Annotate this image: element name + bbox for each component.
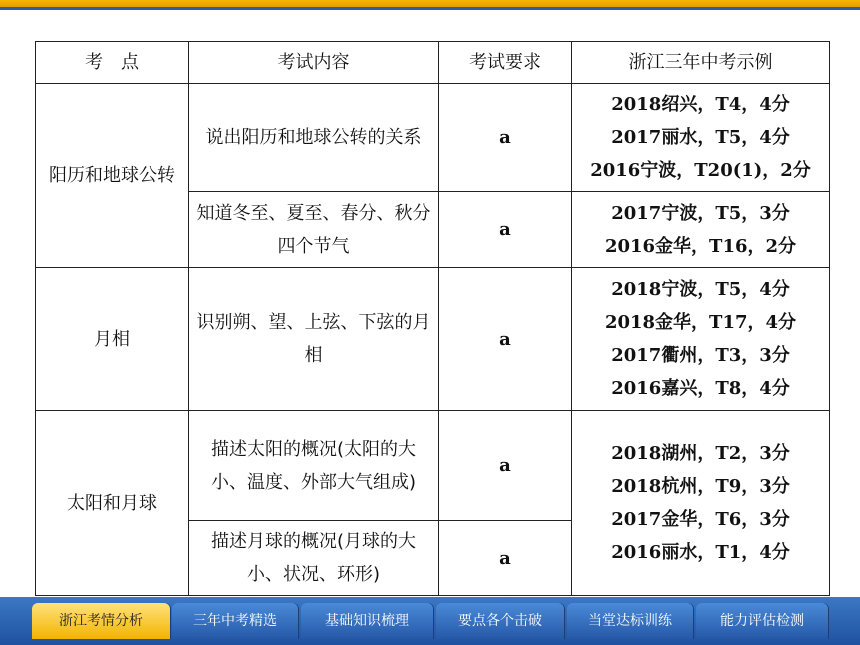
top-accent-line xyxy=(0,7,860,10)
example-line: 2017衢州，T3，3分 xyxy=(611,345,790,366)
top-accent-bar xyxy=(0,0,860,7)
requirement-cell: a xyxy=(439,521,572,596)
example-line: 2016金华，T16，2分 xyxy=(604,235,797,257)
example-line: 2016丽水，T1，4分 xyxy=(611,542,790,563)
table-header-row xyxy=(36,42,830,84)
content-cell: 识别朔、望、上弦、下弦的月相 xyxy=(189,268,439,411)
content-cell: 描述太阳的概况(太阳的大小、温度、外部大气组成) xyxy=(189,411,439,521)
header-examples: 浙江三年中考示例 xyxy=(572,42,830,84)
table-row xyxy=(36,84,830,192)
examples-cell xyxy=(572,268,830,411)
example-line: 2018金华，T17，4分 xyxy=(604,312,797,333)
content-cell: 描述月球的概况(月球的大小、状况、环形) xyxy=(189,521,439,596)
example-line: 2017丽水，T5，4分 xyxy=(611,127,790,148)
point-cell: 月相 xyxy=(36,268,189,411)
nav-tab-class-training[interactable]: 当堂达标训练 xyxy=(567,603,693,639)
requirement-cell: a xyxy=(439,192,572,268)
requirement-cell: a xyxy=(439,411,572,521)
requirement-cell: a xyxy=(439,84,572,192)
nav-tab-key-points[interactable]: 要点各个击破 xyxy=(436,603,564,639)
header-point: 考 点 xyxy=(36,42,189,84)
examples-cell xyxy=(572,84,830,192)
example-line: 2018湖州，T2，3分 xyxy=(611,443,790,464)
point-cell: 太阳和月球 xyxy=(36,411,189,596)
example-line: 2016嘉兴，T8，4分 xyxy=(611,378,790,399)
requirement-cell: a xyxy=(439,268,572,411)
examples-cell xyxy=(572,192,830,268)
header-content: 考试内容 xyxy=(189,42,439,84)
example-line: 2017金华，T6，3分 xyxy=(611,509,790,530)
nav-tab-ability-assessment[interactable]: 能力评估检测 xyxy=(696,603,828,639)
nav-tab-zhejiang-analysis[interactable]: 浙江考情分析 xyxy=(32,603,170,639)
content-cell: 知道冬至、夏至、春分、秋分四个节气 xyxy=(189,192,439,268)
table-row xyxy=(36,268,830,411)
nav-tab-three-year-selection[interactable]: 三年中考精选 xyxy=(172,603,298,639)
nav-tab-basic-knowledge[interactable]: 基础知识梳理 xyxy=(301,603,433,639)
example-line: 2016宁波，T20(1)，2分 xyxy=(590,160,811,181)
point-cell: 阳历和地球公转 xyxy=(36,84,189,268)
example-line: 2017宁波，T5，3分 xyxy=(611,202,790,224)
example-line: 2018杭州，T9，3分 xyxy=(611,476,790,497)
examples-cell xyxy=(572,411,830,596)
exam-points-table xyxy=(35,41,830,596)
table-row xyxy=(36,411,830,521)
example-line: 2018绍兴，T4，4分 xyxy=(611,94,790,115)
header-requirement: 考试要求 xyxy=(439,42,572,84)
example-line: 2018宁波，T5，4分 xyxy=(611,279,790,300)
content-cell: 说出阳历和地球公转的关系 xyxy=(189,84,439,192)
